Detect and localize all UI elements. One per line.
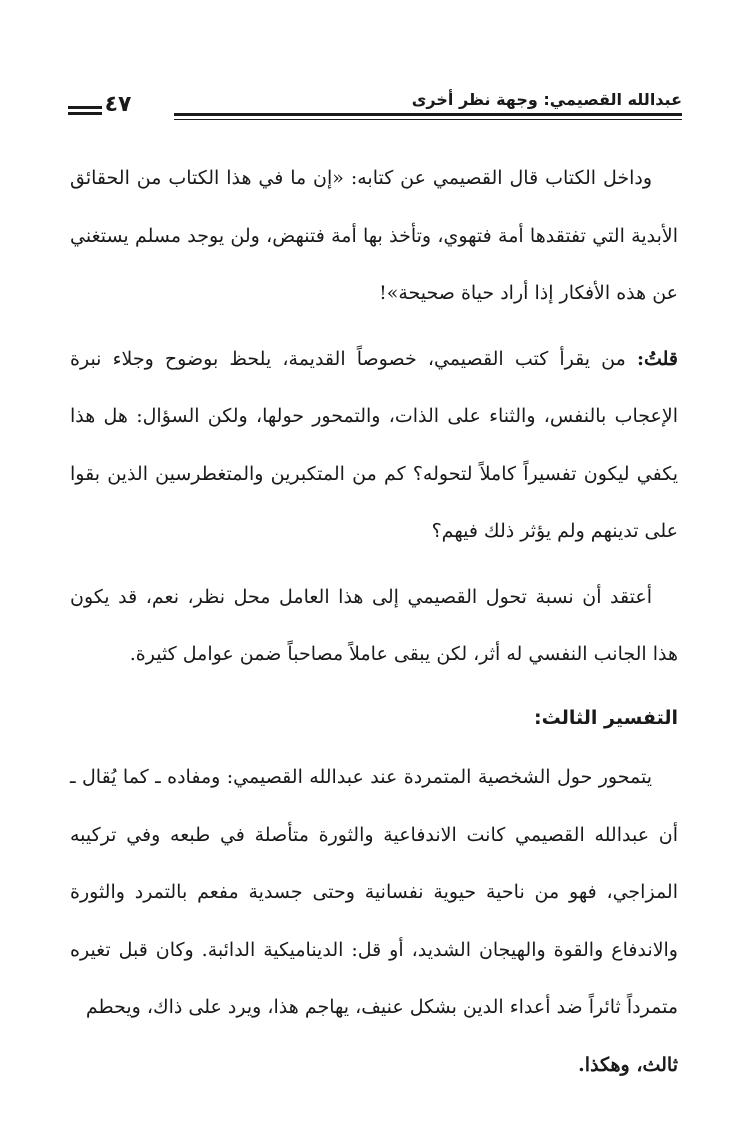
paragraph-3: أعتقد أن نسبة تحول القصيمي إلى هذا العامل محل نظر، نعم، قد يكون هذا الجانب النفسي له أثر، لكن يبقى عاملاً مصاحباً ضمن عوامل كثيرة. xyxy=(70,585,678,665)
paragraph-2-text: من يقرأ كتب القصيمي، خصوصاً القديمة، يلحظ بوضوح وجلاء نبرة الإعجاب بالنفس، والثناء على الذات، والتمحور حولها، ولكن السؤال: هل هذا يكفي ليكون تفسيراً كاملاً لتحوله؟ كم من المتكبرين والمتغطرسين الذين بقوا على تدينهم ولم يؤثر ذلك فيهم؟ xyxy=(70,347,678,542)
header-rule xyxy=(174,113,682,116)
page-body xyxy=(70,150,678,1094)
page-number: ٤٧ xyxy=(104,92,132,117)
paragraph-4-text: يتمحور حول الشخصية المتمردة عند عبدالله القصيمي: ومفاده ـ كما يُقال ـ أن عبدالله القصيمي كانت الاندفاعية والثورة متأصلة في طبعه وفي تركيبه المزاجي، فهو من ناحية حيوية نفسانية وحتى جسدية مفعم بالتمرد والثورة والاندفاع والقوة والهيجان الشديد، أو قل: الديناميكية الدائبة. وكان قبل تغيره متمرداً ثائراً ضد أعداء الدين بشكل عنيف، يهاجم هذا، ويرد على ذاك، ويحطم xyxy=(70,766,678,1018)
header-rule-thin xyxy=(174,119,682,120)
page-header xyxy=(68,88,682,128)
paragraph-4-end: ثالث، وهكذا. xyxy=(578,1053,678,1076)
paragraph-1: وداخل الكتاب قال القصيمي عن كتابه: «إن ما في هذا الكتاب من الحقائق الأبدية التي تفتقدها أمة فتهوي، وتأخذ بها أمة فتنهض، ولن يوجد مسلم يستغني عن هذه الأفكار إذا أراد حياة صحيحة»! xyxy=(70,167,678,304)
section-heading: التفسير الثالث: xyxy=(534,706,678,729)
running-title: عبدالله القصيمي: وجهة نظر أخرى xyxy=(411,90,682,109)
paragraph-2 xyxy=(70,331,678,561)
paragraph-lead: قلتُ: xyxy=(636,347,678,370)
paragraph-4 xyxy=(70,749,678,1094)
